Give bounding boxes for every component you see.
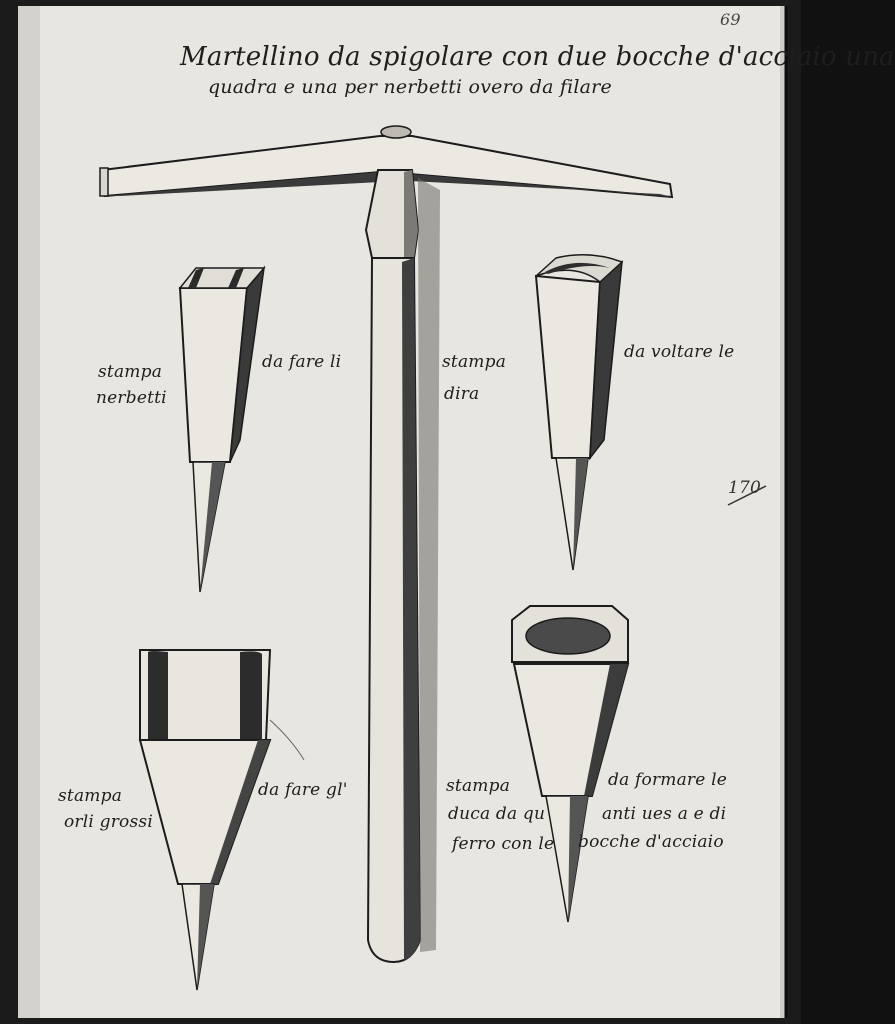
- label-stamp-socket-2: duca da qu: [448, 804, 546, 824]
- label-stamp-socket-1: stampa: [446, 776, 511, 796]
- label-purpose-socket-1: da formare le: [608, 770, 728, 790]
- title-line-1: Martellino da spigolare con due bocche d'acciaio una: [180, 42, 895, 72]
- label-stamp-socket-3: ferro con le: [452, 834, 555, 854]
- label-purpose-nerbetti: da fare li: [262, 352, 342, 372]
- margin-note: 170: [728, 478, 762, 498]
- label-stamp-orli-1: stampa: [58, 786, 123, 806]
- label-stamp-orli-2: orli grossi: [64, 812, 153, 832]
- label-purpose-socket-3: bocche d'acciaio: [578, 832, 724, 852]
- label-purpose-dira: da voltare le: [624, 342, 735, 362]
- label-stamp-dira-2: dira: [444, 384, 480, 404]
- label-stamp-nerbetti-2: nerbetti: [96, 388, 167, 408]
- label-stamp-dira-1: stampa: [442, 352, 507, 372]
- label-stamp-nerbetti-1: stampa: [98, 362, 163, 382]
- label-purpose-orli: da fare gl': [258, 780, 348, 800]
- folio-number: 69: [720, 10, 741, 29]
- label-purpose-socket-2: anti ues a e di: [602, 804, 727, 824]
- title-line-2: quadra e una per nerbetti overo da filare: [208, 76, 612, 98]
